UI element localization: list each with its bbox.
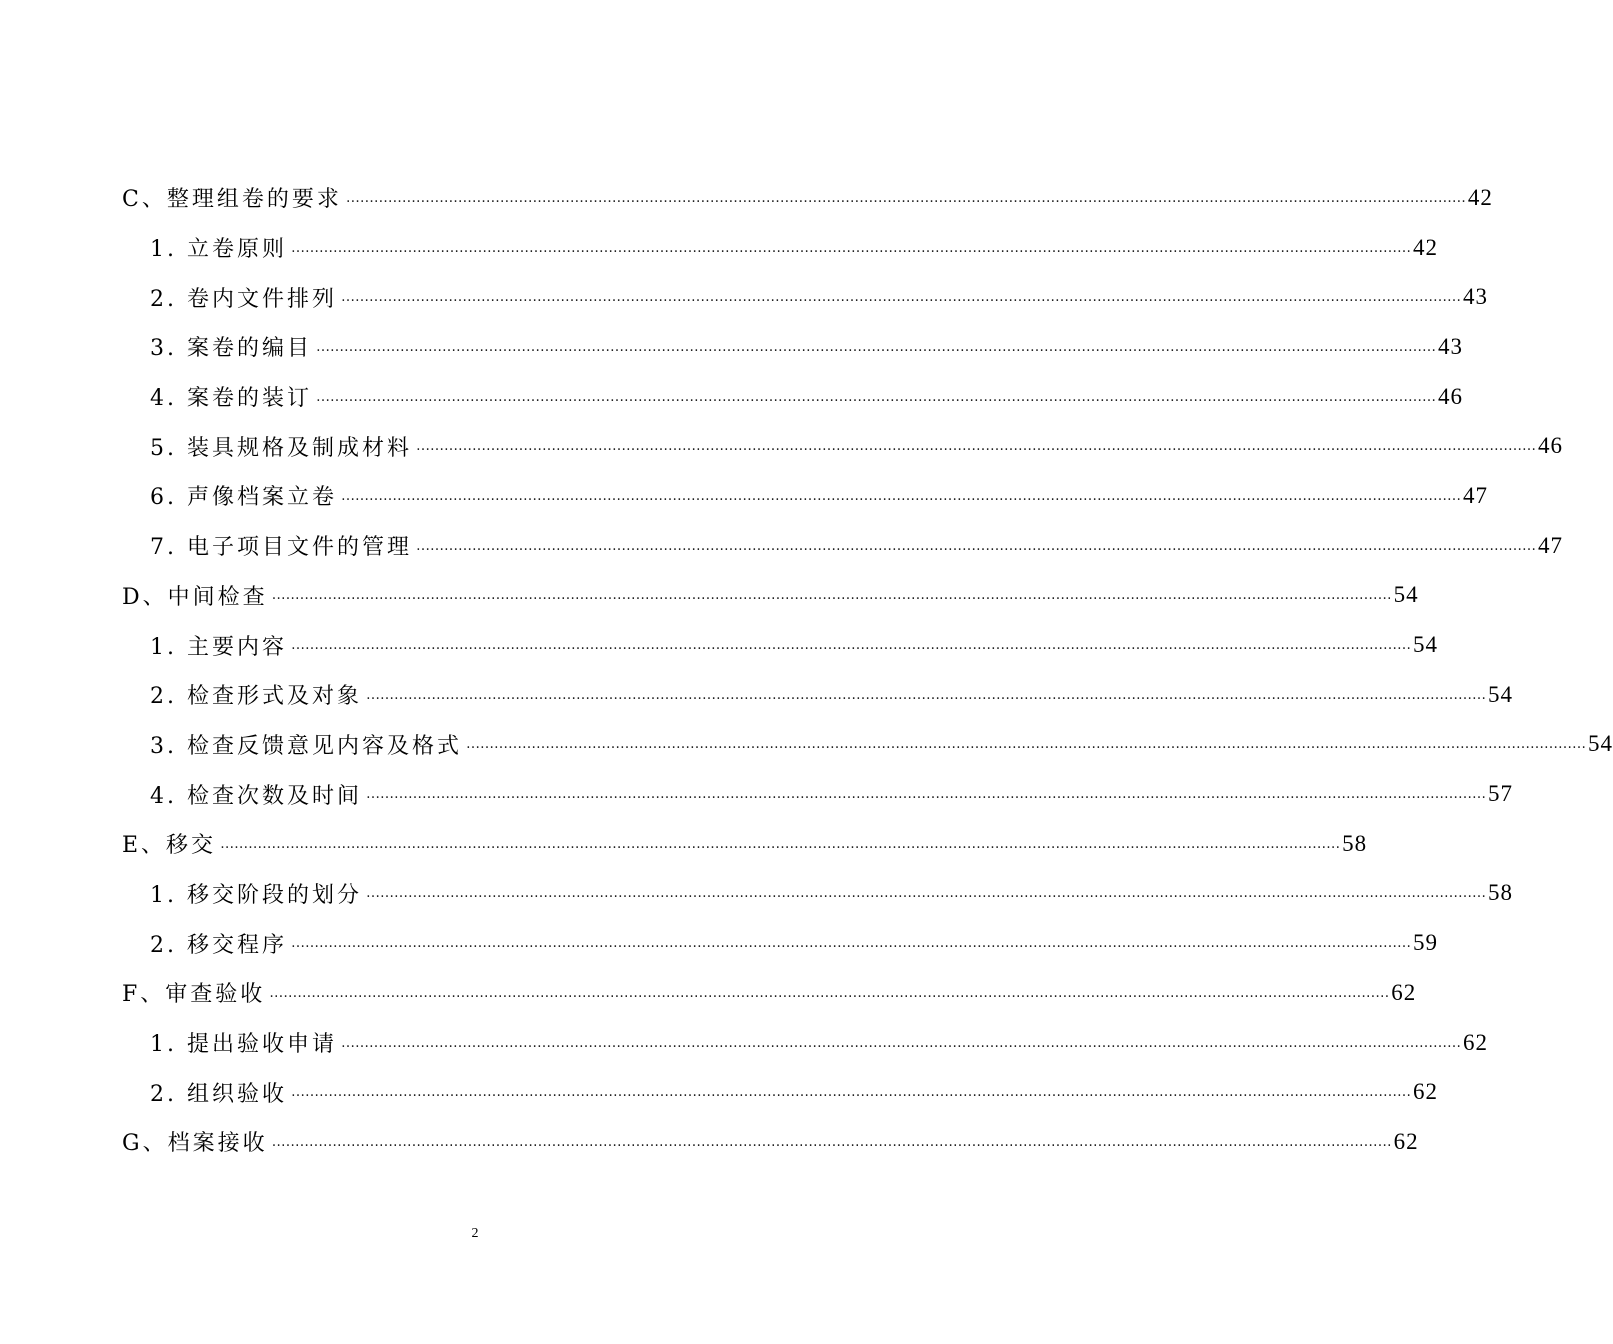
toc-entry-page: 54: [1393, 582, 1419, 608]
dot-leader: ……………………………………………………………………………………………………………………………………………………………………………………………………………………: [365, 885, 1486, 902]
toc-entry[interactable]: [0, 720, 1613, 770]
toc-entry-page: 47: [1537, 532, 1563, 558]
toc-entry-page: 46: [1537, 433, 1563, 459]
dot-leader: ……………………………………………………………………………………………………………………………………………………………………………………………………………………: [290, 935, 1411, 952]
toc-entry-title: D、中间检查: [122, 584, 268, 610]
dot-leader: ……………………………………………………………………………………………………………………………………………………………………………………………………………………: [340, 487, 1461, 504]
dot-leader: ……………………………………………………………………………………………………………………………………………………………………………………………………………………: [271, 587, 1392, 604]
toc-entry-title: G、档案接收: [122, 1131, 268, 1157]
toc-entry-page: 54: [1587, 731, 1613, 757]
dot-leader: ……………………………………………………………………………………………………………………………………………………………………………………………………………………: [340, 289, 1461, 306]
toc-entry[interactable]: [0, 223, 1438, 273]
toc-entry[interactable]: [0, 471, 1488, 521]
toc-entry-page: 43: [1462, 284, 1488, 310]
dot-leader: ……………………………………………………………………………………………………………………………………………………………………………………………………………………: [271, 1133, 1392, 1150]
dot-leader: ……………………………………………………………………………………………………………………………………………………………………………………………………………………: [365, 786, 1486, 803]
dot-leader: ……………………………………………………………………………………………………………………………………………………………………………………………………………………: [365, 686, 1486, 703]
toc-entry[interactable]: [0, 571, 1419, 621]
toc-entry-title: F、审查验收: [122, 982, 266, 1008]
toc-entry-page: 58: [1487, 880, 1513, 906]
toc-entry-page: 57: [1487, 781, 1513, 807]
toc-entry-page: 43: [1437, 333, 1463, 359]
toc-entry-page: 62: [1412, 1079, 1438, 1105]
toc-entry-page: 42: [1412, 234, 1438, 260]
toc-entry-title: 5. 装具规格及制成材料: [150, 435, 412, 461]
toc-entry-title: E、移交: [122, 833, 217, 859]
dot-leader: ……………………………………………………………………………………………………………………………………………………………………………………………………………………: [220, 835, 1341, 852]
toc-entry[interactable]: [0, 173, 1493, 223]
dot-leader: ……………………………………………………………………………………………………………………………………………………………………………………………………………………: [415, 438, 1536, 455]
toc-entry-page: 58: [1342, 830, 1368, 856]
toc-entry-title: 7. 电子项目文件的管理: [150, 535, 412, 561]
toc-entry-page: 46: [1437, 383, 1463, 409]
toc-entry-title: 3. 检查反馈意见内容及格式: [150, 733, 462, 759]
toc-entry[interactable]: [0, 1018, 1488, 1068]
toc-entry[interactable]: [0, 918, 1438, 968]
toc-entry-page: 54: [1487, 681, 1513, 707]
toc-entry[interactable]: [0, 869, 1513, 919]
dot-leader: ……………………………………………………………………………………………………………………………………………………………………………………………………………………: [290, 239, 1411, 256]
toc-entry-title: 2. 检查形式及对象: [150, 684, 362, 710]
toc-entry-page: 62: [1462, 1029, 1488, 1055]
footer-page-number: 2: [471, 1226, 479, 1241]
dot-leader: ……………………………………………………………………………………………………………………………………………………………………………………………………………………: [290, 637, 1411, 654]
toc-entry-title: C、整理组卷的要求: [122, 187, 342, 213]
toc-entry-title: 6. 声像档案立卷: [150, 485, 337, 511]
toc-entry-title: 1. 主要内容: [150, 634, 287, 660]
toc-entry[interactable]: [0, 819, 1368, 869]
dot-leader: ……………………………………………………………………………………………………………………………………………………………………………………………………………………: [290, 1084, 1411, 1101]
toc-entry[interactable]: [0, 1117, 1419, 1167]
toc-entry-title: 3. 案卷的编目: [150, 336, 312, 362]
toc-entry-title: 4. 案卷的装订: [150, 386, 312, 412]
toc-entry-page: 62: [1393, 1128, 1419, 1154]
dot-leader: ……………………………………………………………………………………………………………………………………………………………………………………………………………………: [465, 736, 1586, 753]
toc-entry[interactable]: [0, 670, 1513, 720]
toc-entry[interactable]: [0, 372, 1463, 422]
toc-entry-title: 2. 组织验收: [150, 1081, 287, 1107]
table-of-contents: [0, 173, 1613, 1167]
toc-entry[interactable]: [0, 521, 1563, 571]
toc-entry-page: 54: [1412, 632, 1438, 658]
toc-entry[interactable]: [0, 322, 1463, 372]
toc-entry-title: 1. 提出验收申请: [150, 1032, 337, 1058]
toc-entry-title: 2. 卷内文件排列: [150, 286, 337, 312]
dot-leader: ……………………………………………………………………………………………………………………………………………………………………………………………………………………: [340, 1034, 1461, 1051]
toc-entry-page: 47: [1462, 482, 1488, 508]
toc-entry-title: 2. 移交程序: [150, 932, 287, 958]
toc-entry-page: 59: [1412, 930, 1438, 956]
toc-entry[interactable]: [0, 620, 1438, 670]
dot-leader: ……………………………………………………………………………………………………………………………………………………………………………………………………………………: [415, 537, 1536, 554]
toc-entry[interactable]: [0, 421, 1563, 471]
toc-entry[interactable]: [0, 1067, 1438, 1117]
toc-entry[interactable]: [0, 769, 1513, 819]
dot-leader: ……………………………………………………………………………………………………………………………………………………………………………………………………………………: [315, 388, 1436, 405]
toc-entry-page: 42: [1467, 184, 1493, 210]
toc-entry[interactable]: [0, 272, 1488, 322]
toc-entry-title: 4. 检查次数及时间: [150, 783, 362, 809]
dot-leader: ……………………………………………………………………………………………………………………………………………………………………………………………………………………: [269, 984, 1390, 1001]
toc-entry-page: 62: [1391, 979, 1417, 1005]
dot-leader: ……………………………………………………………………………………………………………………………………………………………………………………………………………………: [345, 189, 1466, 206]
toc-entry-title: 1. 立卷原则: [150, 237, 287, 263]
toc-entry-title: 1. 移交阶段的划分: [150, 882, 362, 908]
dot-leader: ……………………………………………………………………………………………………………………………………………………………………………………………………………………: [315, 338, 1436, 355]
toc-entry[interactable]: [0, 968, 1417, 1018]
